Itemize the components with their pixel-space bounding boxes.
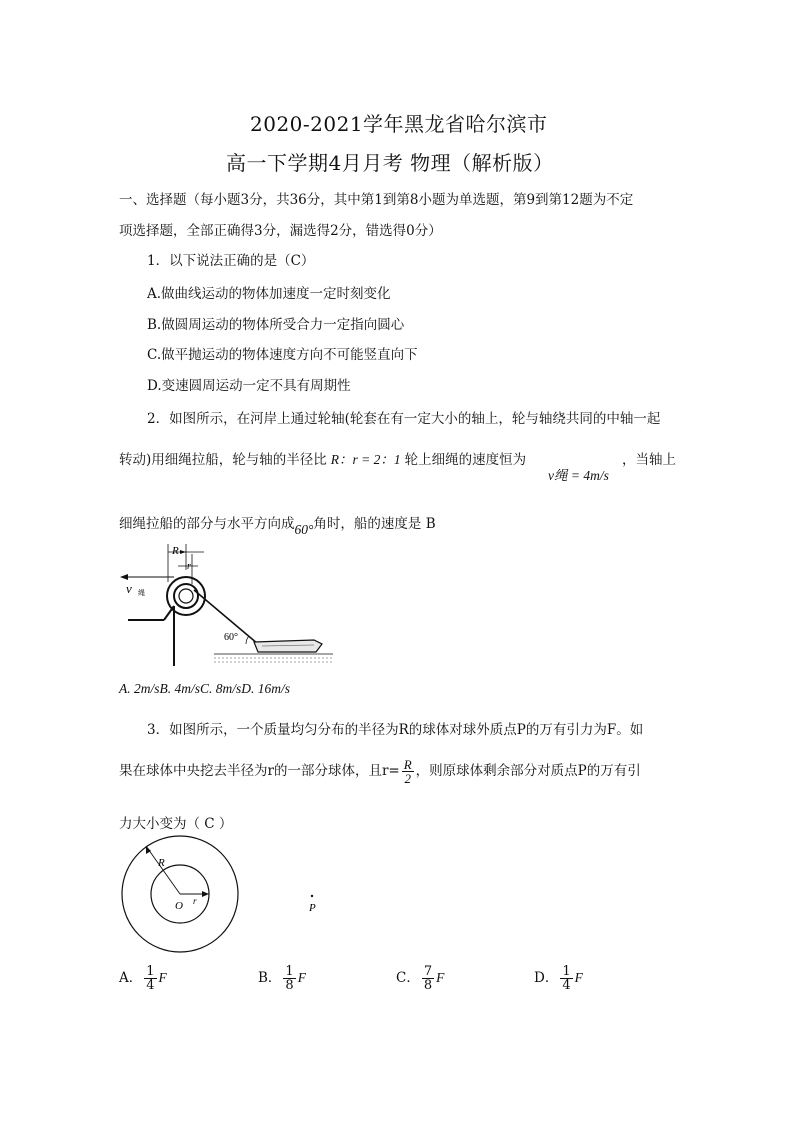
sphere-cavity-diagram: [116, 832, 326, 962]
q3-line2b: ，则原球体剩余部分对质点P的万有引: [415, 763, 641, 779]
q2-options: A. 2m/sB. 4m/sC. 8m/sD. 16m/s: [119, 681, 291, 696]
q3-option-a: A． $\frac{1}{4}$ F: [119, 964, 167, 993]
fig-q3-O: O: [175, 900, 183, 912]
q1-option-b: B.做圆周运动的物体所受合力一定指向圆心: [147, 317, 405, 333]
q2-line2c: ，当轴上: [622, 452, 676, 468]
q3-option-b: B． $\frac{1}{8}$ F: [258, 964, 306, 993]
q1-option-c: C.做平抛运动的物体速度方向不可能竖直向下: [147, 347, 418, 363]
q3-option-c: C． $\frac{7}{8}$ F: [396, 964, 445, 993]
fig-q2-v: v: [126, 581, 132, 596]
q2-line2b: 轮上细绳的速度恒为: [404, 452, 527, 468]
q2-line3: [119, 512, 436, 537]
q2-line3a: 细绳拉船的部分与水平方向成: [119, 516, 295, 532]
fig-q2-R: R: [172, 545, 179, 557]
fig-q2-v-sub: 绳: [138, 589, 145, 597]
q2-angle: 60°: [294, 522, 314, 537]
q3-frac-den: 2: [404, 771, 411, 786]
q3-line3: 力大小变为（ C ）: [119, 816, 233, 832]
wheel-axle-diagram: [118, 540, 338, 670]
fig-q3-R: R: [158, 857, 165, 869]
section-line2: 项选择题，全部正确得3分，漏选得2分，错选得0分）: [119, 223, 442, 239]
q1-option-d: D.变速圆周运动一定不具有周期性: [147, 378, 351, 394]
q3-fraction: [402, 758, 414, 785]
q1-stem: 1．以下说法正确的是（C）: [147, 253, 315, 269]
q3-frac-num: R: [403, 757, 412, 772]
q3-line2a: 果在球体中央挖去半径为r的一部分球体，且r=: [119, 763, 400, 779]
q2-velocity: v绳 = 4m/s: [548, 468, 609, 483]
fig-q2-angle: 60°: [224, 632, 238, 643]
fig-q3-r: r: [193, 896, 197, 906]
q3-option-d: D． $\frac{1}{4}$ F: [534, 964, 583, 993]
q2-line1: 2．如图所示，在河岸上通过轮轴(轮套在有一定大小的轴上，轮与轴绕共同的中轴一起: [147, 411, 661, 427]
title-line1: 2020-2021学年黑龙省哈尔滨市: [250, 112, 548, 136]
q2-line3b: 角时，船的速度是 B: [313, 516, 436, 532]
point-p-dot: [311, 895, 313, 897]
q2-ratio: R：r = 2：1: [330, 452, 401, 467]
fig-q3-P: P: [309, 902, 316, 914]
section-line1: 一、选择题（每小题3分，共36分，其中第1到第8小题为单选题，第9到第12题为不定: [119, 192, 634, 208]
title-line2: 高一下学期4月月考 物理（解析版）: [226, 151, 554, 175]
q2-line2: [119, 448, 526, 468]
q3-line1: 3．如图所示，一个质量均匀分布的半径为R的球体对球外质点P的万有引力为F。如: [147, 722, 644, 738]
q1-option-a: A.做曲线运动的物体加速度一定时刻变化: [147, 286, 391, 302]
q2-line2a: 转动)用细绳拉船，轮与轴的半径比: [119, 452, 327, 468]
q3-line2: [119, 758, 641, 785]
fig-q2-r: r: [187, 561, 191, 572]
